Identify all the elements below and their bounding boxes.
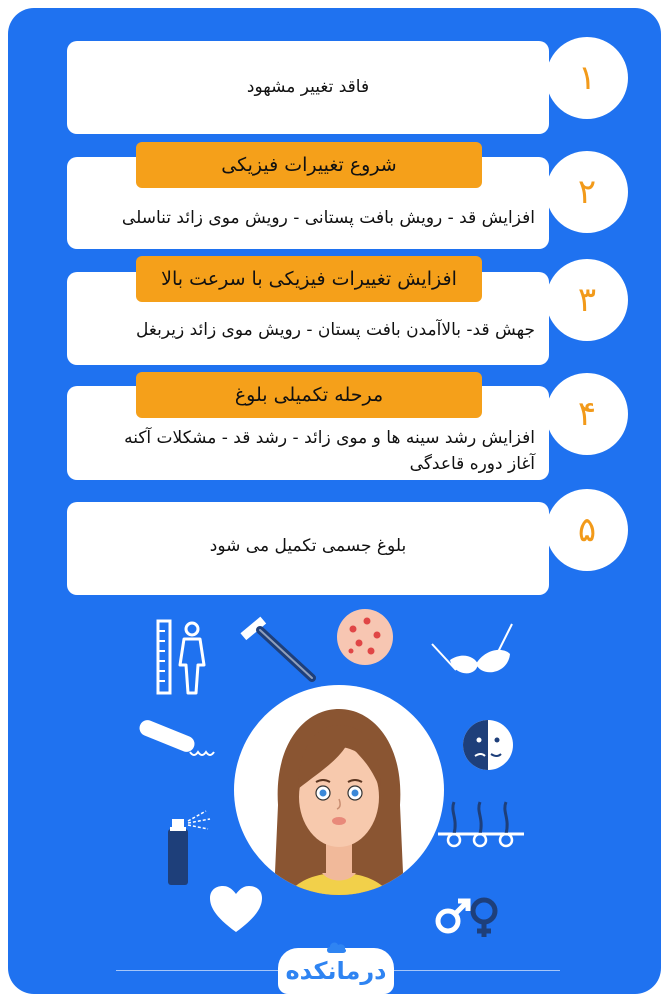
stage-4-text: افزایش رشد سینه ها و موی زائد - رشد قد - مشکلات آکنه آغاز دوره قاعدگی <box>124 428 535 474</box>
stage-card-5 <box>67 502 549 595</box>
stage-3-text: جهش قد- بالاآمدن بافت پستان - رویش موی زائد زیربغل <box>136 320 535 340</box>
razor-icon <box>238 608 318 682</box>
tampon-icon <box>132 718 218 774</box>
mood-swing-icon <box>461 718 515 772</box>
brand-logo-text: درمانکده <box>285 957 387 985</box>
stage-2-badge: شروع تغییرات فیزیکی <box>136 142 482 188</box>
blue-panel <box>8 8 661 994</box>
brand-logo <box>278 948 394 994</box>
stage-3-number: ۳ <box>546 259 628 341</box>
stage-5-number: ۵ <box>546 489 628 571</box>
stage-3-badge: افزایش تغییرات فیزیکی با سرعت بالا <box>136 256 482 302</box>
stage-4-number: ۴ <box>546 373 628 455</box>
height-measure-icon <box>154 619 210 695</box>
stage-2-text: افزایش قد - رویش بافت پستانی - رویش موی زائد تناسلی <box>121 208 535 228</box>
stage-2-number: ۲ <box>546 151 628 233</box>
bra-icon <box>428 616 520 686</box>
deodorant-spray-icon <box>158 801 218 891</box>
stage-5-text: بلوغ جسمی تکمیل می شود <box>209 536 407 556</box>
girl-avatar-icon <box>234 685 444 945</box>
stage-card-1 <box>67 41 549 134</box>
hair-follicle-icon <box>436 798 526 854</box>
stage-1-number: ۱ <box>546 37 628 119</box>
stage-1-text: فاقد تغییر مشهود <box>246 77 370 97</box>
stage-4-badge: مرحله تکمیلی بلوغ <box>136 372 482 418</box>
acne-icon <box>335 607 395 667</box>
cloud-icon <box>325 940 347 954</box>
